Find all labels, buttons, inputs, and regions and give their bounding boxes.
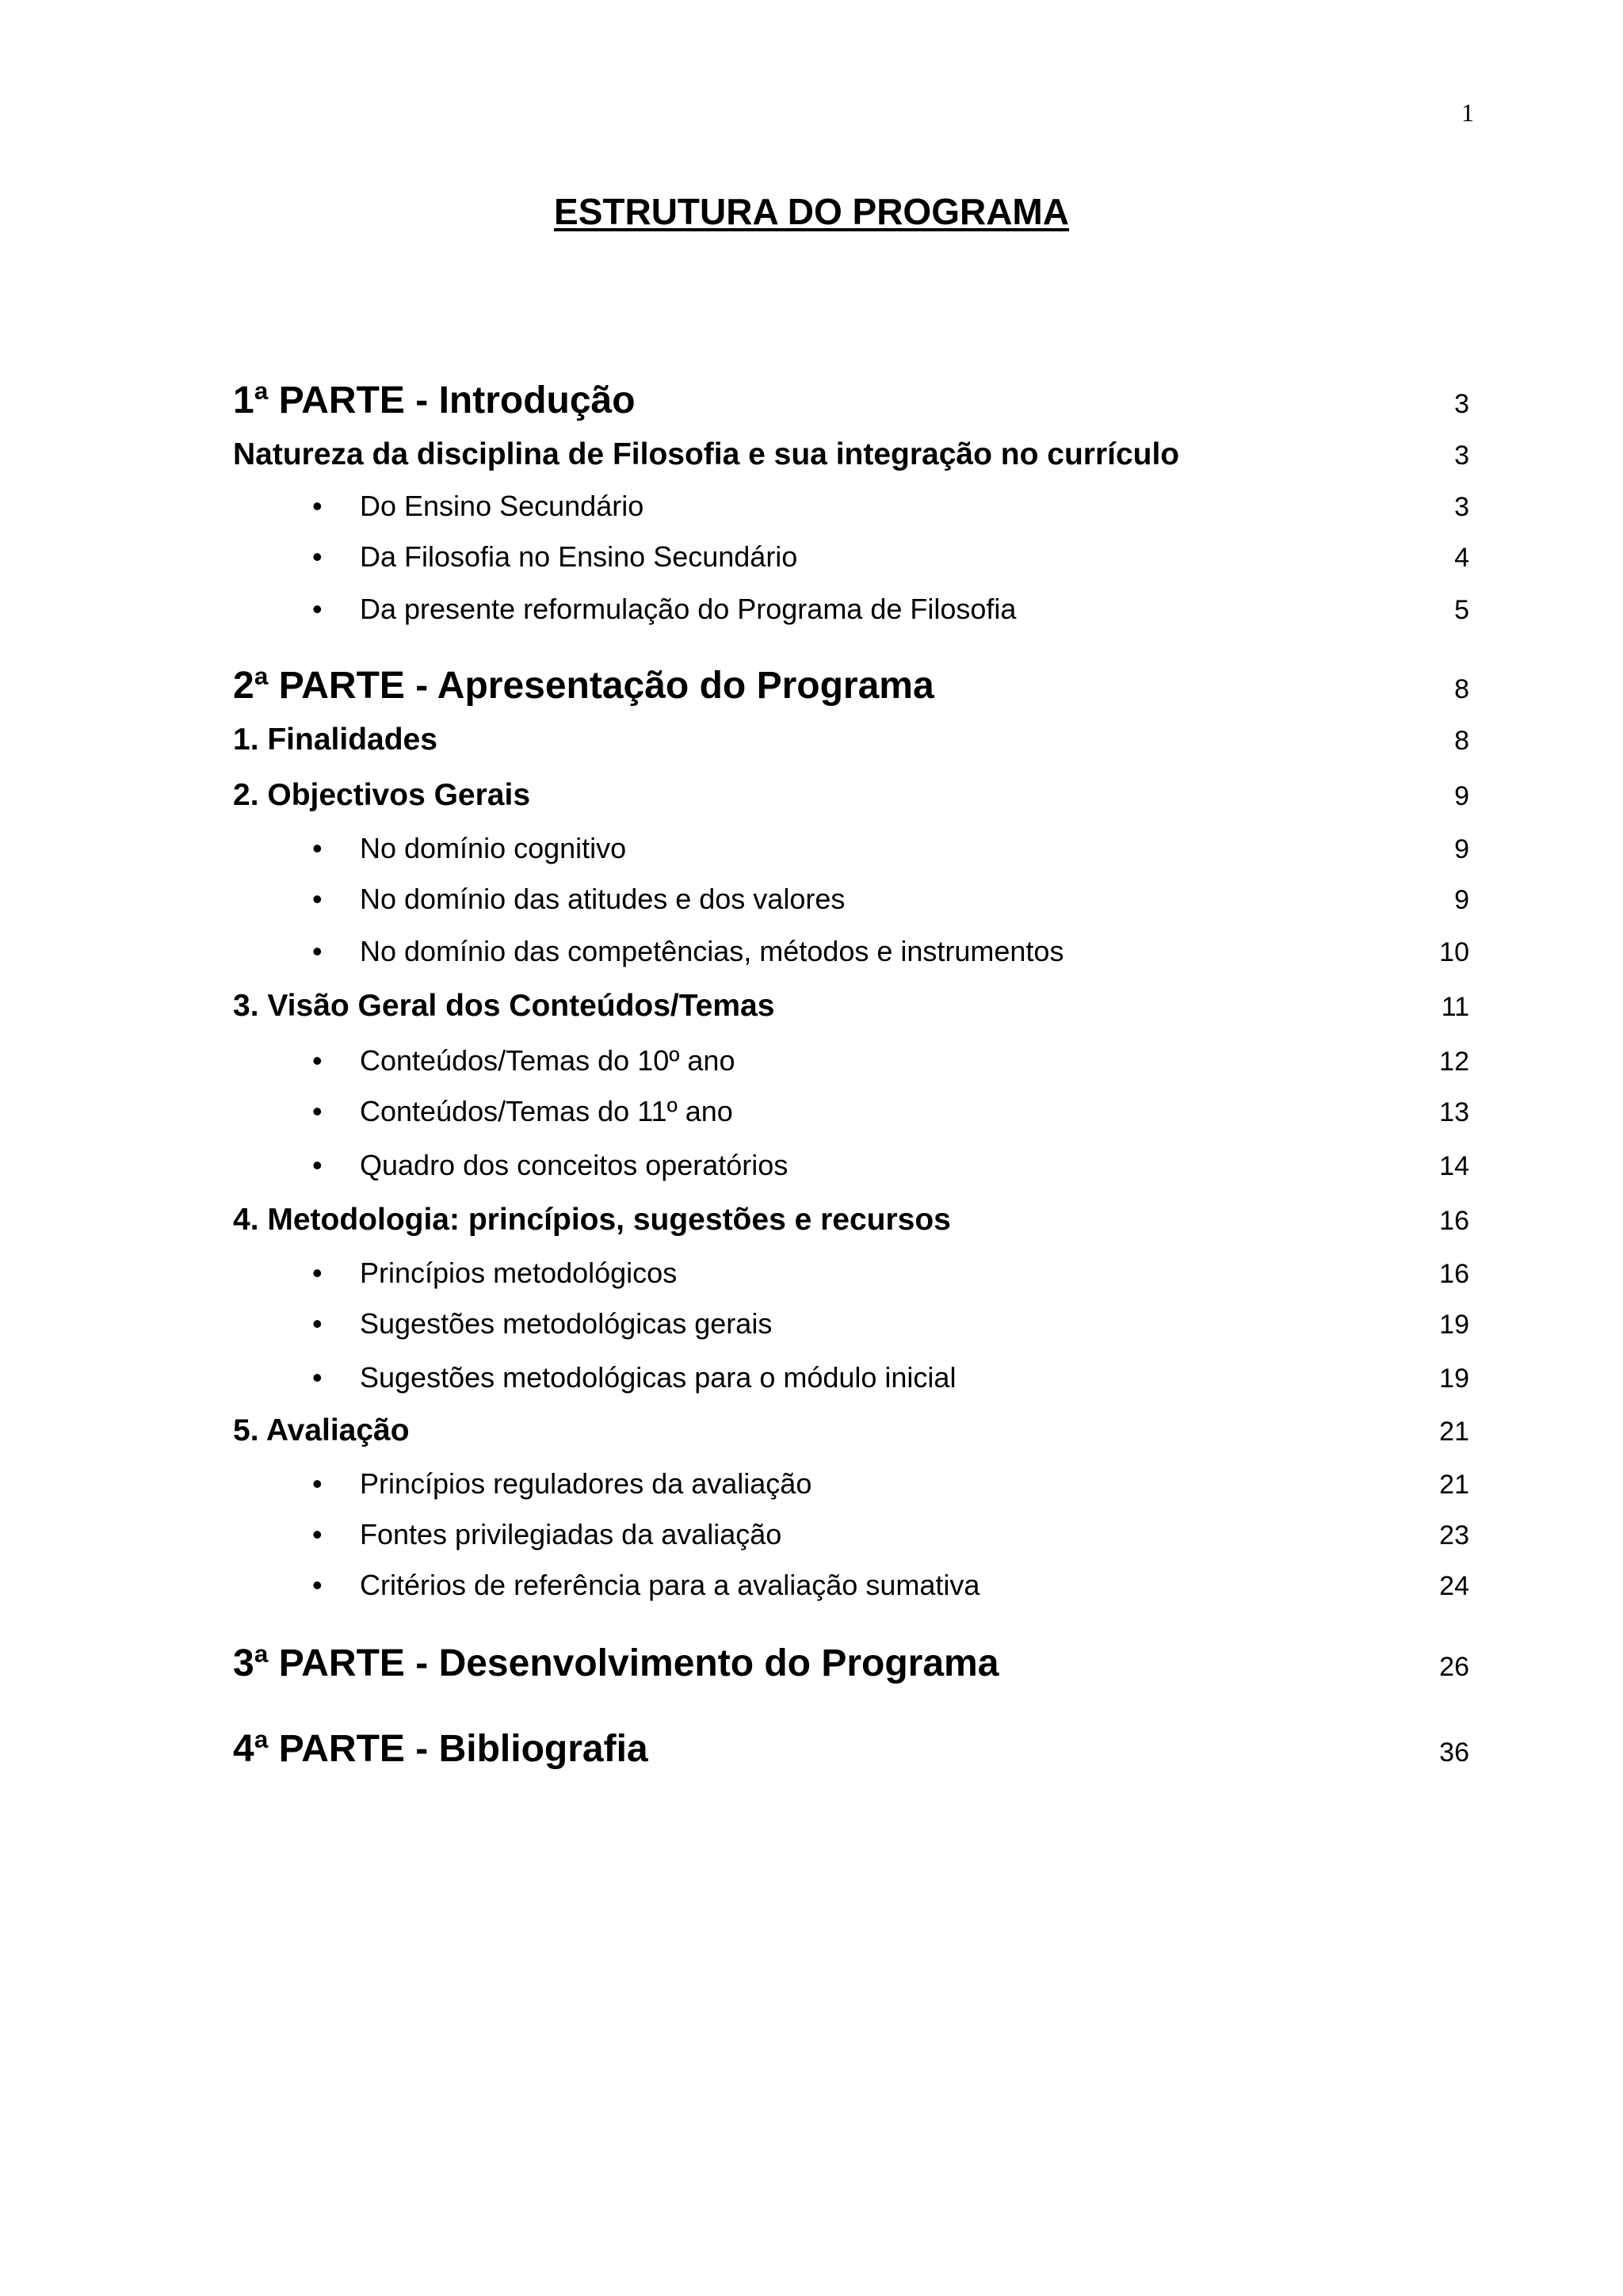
toc-entry-label: No domínio cognitivo <box>360 832 627 864</box>
bullet-icon: • <box>312 593 323 625</box>
toc-entry-page-number: 19 <box>1439 1310 1469 1340</box>
bullet-icon: • <box>312 1361 323 1394</box>
toc-entry-section <box>233 989 1469 1024</box>
toc-entry-label: 1ª PARTE - Introdução <box>233 379 636 421</box>
toc-entry-label: Conteúdos/Temas do 10º ano <box>360 1044 735 1077</box>
toc-entry-label: No domínio das competências, métodos e instrumentos <box>360 935 1064 967</box>
toc-entry-label: Do Ensino Secundário <box>360 490 644 522</box>
bullet-icon: • <box>312 1257 323 1289</box>
toc-entry-page-number: 9 <box>1454 781 1469 811</box>
toc-entry-label: 3. Visão Geral dos Conteúdos/Temas <box>233 989 775 1023</box>
bullet-icon: • <box>312 1307 323 1340</box>
toc-entry-sub <box>233 1149 1469 1182</box>
toc-entry-sub <box>233 593 1469 626</box>
toc-entry-label: Fontes privilegiadas da avaliação <box>360 1518 782 1550</box>
bullet-icon: • <box>312 832 323 864</box>
page-title: ESTRUTURA DO PROGRAMA <box>554 191 1069 232</box>
toc-entry-page-number: 19 <box>1439 1363 1469 1394</box>
toc-entry-sub <box>233 1518 1469 1551</box>
toc-entry-page-number: 24 <box>1439 1571 1469 1601</box>
toc-entry-label: 4. Metodologia: princípios, sugestões e recursos <box>233 1203 951 1237</box>
bullet-icon: • <box>312 540 323 573</box>
toc-entry-page-number: 4 <box>1454 543 1469 573</box>
toc-entry-page-number: 16 <box>1439 1206 1469 1236</box>
toc-entry-label: No domínio das atitudes e dos valores <box>360 883 846 915</box>
toc-entry-label: 3ª PARTE - Desenvolvimento do Programa <box>233 1642 999 1684</box>
toc-entry-label: Da Filosofia no Ensino Secundário <box>360 540 798 573</box>
toc-entry-label: Sugestões metodológicas gerais <box>360 1307 773 1340</box>
toc-entry-page-number: 8 <box>1454 674 1469 704</box>
toc-entry-sub <box>233 1569 1469 1602</box>
toc-entry-section <box>233 437 1469 472</box>
bullet-icon: • <box>312 1569 323 1601</box>
toc-entry-page-number: 36 <box>1439 1737 1469 1768</box>
toc-entry-label: Sugestões metodológicas para o módulo inicial <box>360 1361 957 1394</box>
toc-entry-sub <box>233 490 1469 523</box>
toc-entry-section <box>233 723 1469 757</box>
toc-entry-sub <box>233 935 1469 968</box>
toc-entry-page-number: 16 <box>1439 1259 1469 1289</box>
toc-entry-page-number: 11 <box>1441 992 1469 1022</box>
toc-entry-label: 2. Objectivos Gerais <box>233 778 531 812</box>
toc-entry-page-number: 10 <box>1439 937 1469 967</box>
toc-entry-sub <box>233 1361 1469 1394</box>
toc-entry-sub <box>233 1095 1469 1128</box>
toc-entry-part <box>233 1727 1469 1771</box>
bullet-icon: • <box>312 1149 323 1181</box>
toc-entry-label: 1. Finalidades <box>233 723 437 757</box>
toc-entry-sub <box>233 1307 1469 1341</box>
toc-entry-page-number: 13 <box>1439 1097 1469 1127</box>
toc-entry-page-number: 9 <box>1454 834 1469 864</box>
bullet-icon: • <box>312 490 323 522</box>
page-number: 1 <box>1461 98 1474 127</box>
toc-entry-label: Princípios metodológicos <box>360 1257 678 1289</box>
toc-entry-page-number: 3 <box>1454 492 1469 522</box>
toc-entry-page-number: 14 <box>1439 1151 1469 1181</box>
toc-entry-sub <box>233 883 1469 916</box>
bullet-icon: • <box>312 1044 323 1077</box>
toc-entry-page-number: 3 <box>1454 441 1469 471</box>
toc-entry-sub <box>233 1044 1469 1077</box>
toc-entry-sub <box>233 1257 1469 1290</box>
toc-entry-label: Princípios reguladores da avaliação <box>360 1467 812 1500</box>
toc-entry-label: Da presente reformulação do Programa de Filosofia <box>360 593 1017 625</box>
toc-entry-sub <box>233 1467 1469 1501</box>
toc-entry-section <box>233 1203 1469 1238</box>
bullet-icon: • <box>312 1467 323 1500</box>
toc-entry-part <box>233 379 1469 422</box>
toc-entry-label: Natureza da disciplina de Filosofia e sua integração no currículo <box>233 437 1180 471</box>
bullet-icon: • <box>312 883 323 915</box>
toc-entry-page-number: 5 <box>1454 595 1469 625</box>
toc-entry-sub <box>233 832 1469 865</box>
toc-entry-label: Critérios de referência para a avaliação sumativa <box>360 1569 980 1601</box>
toc-entry-label: 2ª PARTE - Apresentação do Programa <box>233 665 934 707</box>
toc-entry-page-number: 9 <box>1454 885 1469 915</box>
toc-entry-section <box>233 778 1469 813</box>
bullet-icon: • <box>312 935 323 967</box>
bullet-icon: • <box>312 1518 323 1550</box>
toc-entry-sub <box>233 540 1469 574</box>
bullet-icon: • <box>312 1095 323 1127</box>
toc-entry-section <box>233 1413 1469 1448</box>
toc-entry-page-number: 12 <box>1439 1047 1469 1077</box>
toc-entry-page-number: 26 <box>1439 1652 1469 1682</box>
toc-entry-part <box>233 664 1469 707</box>
toc-entry-label: Conteúdos/Temas do 11º ano <box>360 1095 733 1127</box>
toc-entry-label: 5. Avaliação <box>233 1413 410 1447</box>
toc-entry-page-number: 21 <box>1439 1417 1469 1447</box>
toc-entry-label: 4ª PARTE - Bibliografia <box>233 1728 648 1770</box>
toc-entry-page-number: 3 <box>1454 389 1469 419</box>
toc-entry-label: Quadro dos conceitos operatórios <box>360 1149 789 1181</box>
toc-entry-page-number: 8 <box>1454 726 1469 756</box>
toc-entry-part <box>233 1642 1469 1685</box>
toc-entry-page-number: 23 <box>1439 1520 1469 1550</box>
toc-entry-page-number: 21 <box>1439 1470 1469 1500</box>
